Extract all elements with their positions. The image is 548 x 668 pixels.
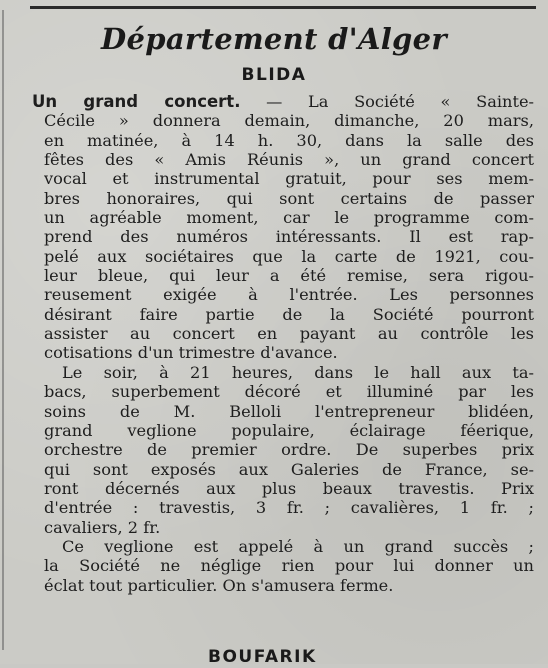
article-line-text: — La Société « Sainte- [240, 92, 534, 111]
article-line: la Société ne néglige rien pour lui donner un [44, 556, 534, 576]
article-line: cavaliers, 2 fr. [44, 517, 161, 537]
article-line: Le soir, à 21 heures, dans le hall aux ta- [62, 362, 534, 382]
article-line: en matinée, à 14 h. 30, dans la salle des [44, 130, 534, 150]
top-rule [30, 6, 536, 9]
article-line: d'entrée : travestis, 3 fr. ; cavalières, 1 fr. ; [44, 498, 534, 518]
article-line: désirant faire partie de la Société pourront [44, 304, 534, 324]
article-line: prend des numéros intéressants. Il est rap- [44, 227, 534, 247]
article-line: soins de M. Belloli l'entrepreneur blidéen, [44, 401, 534, 421]
article-line: qui sont exposés aux Galeries de France, se- [44, 459, 534, 479]
article-line: Cécile » donnera demain, dimanche, 20 mars, [44, 111, 534, 131]
article-line: un agréable moment, car le programme com- [44, 208, 534, 228]
department-title: Département d'Alger [101, 22, 447, 56]
article-line: grand veglione populaire, éclairage féerique, [44, 420, 534, 440]
article-line: fêtes des « Amis Réunis », un grand concert [44, 150, 534, 170]
article-line: bacs, superbement décoré et illuminé par les [44, 382, 534, 402]
article-line: Ce veglione est appelé à un grand succès ; [62, 536, 534, 556]
article-line: assister au concert en payant au contrôle les [44, 324, 534, 344]
article-line [32, 92, 534, 111]
article-body [32, 92, 534, 595]
article-line: vocal et instrumental gratuit, pour ses mem- [44, 169, 534, 189]
city-title: BLIDA [241, 65, 307, 85]
article-line: cotisations d'un trimestre d'avance. [44, 343, 338, 363]
column-rule [2, 10, 4, 650]
next-city-title: BOUFARIK [208, 647, 317, 667]
article-line: orchestre de premier ordre. De superbes prix [44, 440, 534, 460]
article-line: reusement exigée à l'entrée. Les personnes [44, 285, 534, 305]
article-lead: Un grand concert. [32, 92, 241, 111]
article-line: leur bleue, qui leur a été remise, sera rigou- [44, 266, 534, 286]
article-line: bres honoraires, qui sont certains de passer [44, 188, 534, 208]
article-line: pelé aux sociétaires que la carte de 1921, cou- [44, 246, 534, 266]
article-line: éclat tout particulier. On s'amusera ferme. [44, 575, 394, 595]
article-line: ront décernés aux plus beaux travestis. Prix [44, 478, 534, 498]
